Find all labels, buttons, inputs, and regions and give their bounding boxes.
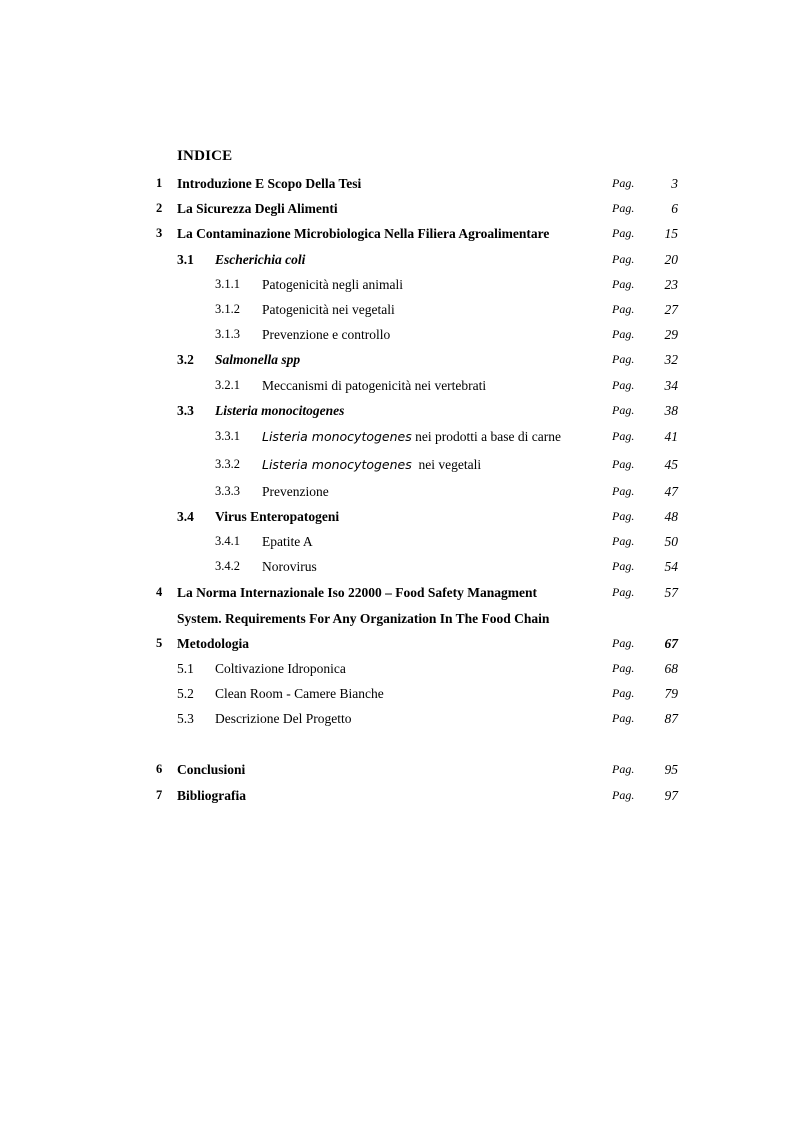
entry-title-italic: Listeria monocytogenes (262, 429, 412, 444)
entry-title: Conclusioni (177, 762, 246, 777)
entry-number: 5.3 (177, 711, 194, 726)
page-number: 41 (664, 429, 678, 444)
entry-number: 7 (156, 788, 163, 802)
page-number: 47 (664, 484, 678, 499)
entry-title: Coltivazione Idroponica (215, 661, 346, 676)
page-number: 50 (664, 534, 678, 549)
page-number: 57 (664, 585, 678, 600)
entry-number: 3.3.3 (215, 484, 240, 498)
entry-title: Patogenicità negli animali (262, 277, 403, 292)
toc-entry[interactable] (0, 201, 794, 223)
page-number: 54 (664, 559, 678, 574)
entry-title: Norovirus (262, 559, 317, 574)
entry-title: Listeria monocitogenes (215, 403, 345, 418)
entry-title: Introduzione E Scopo Della Tesi (177, 176, 362, 191)
page-number: 15 (664, 226, 678, 241)
pag-label: Pag. (612, 457, 635, 471)
toc-entry[interactable] (0, 661, 794, 683)
entry-number: 3.2 (177, 352, 194, 367)
entry-number: 3.3.1 (215, 429, 240, 443)
page-number: 79 (664, 686, 678, 701)
pag-label: Pag. (612, 686, 635, 700)
pag-label: Pag. (612, 559, 635, 573)
toc-entry[interactable] (0, 378, 794, 400)
page-number: 87 (664, 711, 678, 726)
pag-label: Pag. (612, 352, 635, 366)
page-number: 34 (664, 378, 678, 393)
entry-title: La Sicurezza Degli Alimenti (177, 201, 338, 216)
pag-label: Pag. (612, 484, 635, 498)
pag-label: Pag. (612, 403, 635, 417)
entry-number: 3.3 (177, 403, 194, 418)
entry-number: 3.1.1 (215, 277, 240, 291)
toc-entry[interactable] (0, 711, 794, 733)
entry-title: Prevenzione e controllo (262, 327, 391, 342)
toc-entry[interactable] (0, 534, 794, 556)
toc-entry[interactable] (0, 636, 794, 658)
pag-label: Pag. (612, 509, 635, 523)
toc-entry[interactable] (0, 457, 794, 479)
page-number: 45 (664, 457, 678, 472)
pag-label: Pag. (612, 636, 635, 650)
entry-title (262, 429, 561, 445)
toc-entry[interactable] (0, 277, 794, 299)
entry-number: 3.1.2 (215, 302, 240, 316)
page-number: 95 (664, 762, 678, 777)
entry-number: 6 (156, 762, 163, 776)
page-number: 68 (664, 661, 678, 676)
pag-label: Pag. (612, 762, 635, 776)
toc-entry-continuation (0, 611, 794, 633)
pag-label: Pag. (612, 378, 635, 392)
entry-title (262, 457, 481, 473)
page-number: 38 (664, 403, 678, 418)
toc-entry[interactable] (0, 686, 794, 708)
pag-label: Pag. (612, 585, 635, 599)
page-number: 27 (664, 302, 678, 317)
entry-title: La Contaminazione Microbiologica Nella Filiera Agroalimentare (177, 226, 550, 241)
pag-label: Pag. (612, 534, 635, 548)
toc-entry[interactable] (0, 403, 794, 425)
page-number: 29 (664, 327, 678, 342)
page-number: 3 (671, 176, 678, 191)
toc-entry[interactable] (0, 352, 794, 374)
toc-entry[interactable] (0, 302, 794, 324)
pag-label: Pag. (612, 302, 635, 316)
entry-title: Escherichia coli (215, 252, 306, 267)
entry-number: 4 (156, 585, 163, 599)
pag-label: Pag. (612, 429, 635, 443)
entry-title: Clean Room - Camere Bianche (215, 686, 384, 701)
page-number: 97 (664, 788, 678, 803)
entry-number: 3.2.1 (215, 378, 240, 392)
entry-number: 5.1 (177, 661, 194, 676)
pag-label: Pag. (612, 277, 635, 291)
entry-title: Meccanismi di patogenicità nei vertebrati (262, 378, 487, 393)
page-number: 48 (664, 509, 678, 524)
entry-title: Descrizione Del Progetto (215, 711, 352, 726)
entry-title: Bibliografia (177, 788, 247, 803)
entry-number: 3.4.1 (215, 534, 240, 548)
page-number: 67 (664, 636, 678, 651)
entry-title-line2: System. Requirements For Any Organization In The Food Chain (177, 611, 550, 626)
pag-label: Pag. (612, 252, 635, 266)
entry-number: 5.2 (177, 686, 194, 701)
pag-label: Pag. (612, 201, 635, 215)
entry-number: 3.4 (177, 509, 194, 524)
entry-title: Virus Enteropatogeni (215, 509, 340, 524)
entry-title: Prevenzione (262, 484, 329, 499)
pag-label: Pag. (612, 327, 635, 341)
entry-number: 3.4.2 (215, 559, 240, 573)
entry-title: La Norma Internazionale Iso 22000 – Food Safety Managment (177, 585, 537, 600)
entry-title: Epatite A (262, 534, 313, 549)
pag-label: Pag. (612, 711, 635, 725)
toc-entry[interactable] (0, 252, 794, 274)
entry-title: Salmonella spp (215, 352, 301, 367)
pag-label: Pag. (612, 176, 635, 190)
entry-title: Metodologia (177, 636, 249, 651)
page-number: 23 (664, 277, 678, 292)
entry-title-rest: nei prodotti a base di carne (411, 429, 561, 444)
entry-number: 3.1.3 (215, 327, 240, 341)
toc-entry[interactable] (0, 429, 794, 451)
page-number: 20 (664, 252, 678, 267)
toc-entry[interactable] (0, 226, 794, 248)
pag-label: Pag. (612, 226, 635, 240)
toc-entry[interactable] (0, 509, 794, 531)
toc-entry[interactable] (0, 327, 794, 349)
toc-entry[interactable] (0, 762, 794, 784)
pag-label: Pag. (612, 661, 635, 675)
entry-number: 5 (156, 636, 163, 650)
entry-number: 3.1 (177, 252, 194, 267)
pag-label: Pag. (612, 788, 635, 802)
entry-number: 1 (156, 176, 163, 190)
toc-entry[interactable] (0, 788, 794, 810)
toc-entry[interactable] (0, 484, 794, 506)
page-number: 32 (664, 352, 678, 367)
entry-number: 3 (156, 226, 163, 240)
page-number: 6 (671, 201, 678, 216)
entry-title-rest: nei vegetali (411, 457, 482, 472)
page-title: INDICE (177, 148, 233, 164)
entry-title-italic: Listeria monocytogenes (262, 457, 412, 472)
entry-title: Patogenicità nei vegetali (262, 302, 395, 317)
toc-entry[interactable] (0, 559, 794, 581)
entry-number: 2 (156, 201, 163, 215)
entry-number: 3.3.2 (215, 457, 240, 471)
toc-entry[interactable] (0, 585, 794, 607)
toc-entry[interactable] (0, 176, 794, 198)
